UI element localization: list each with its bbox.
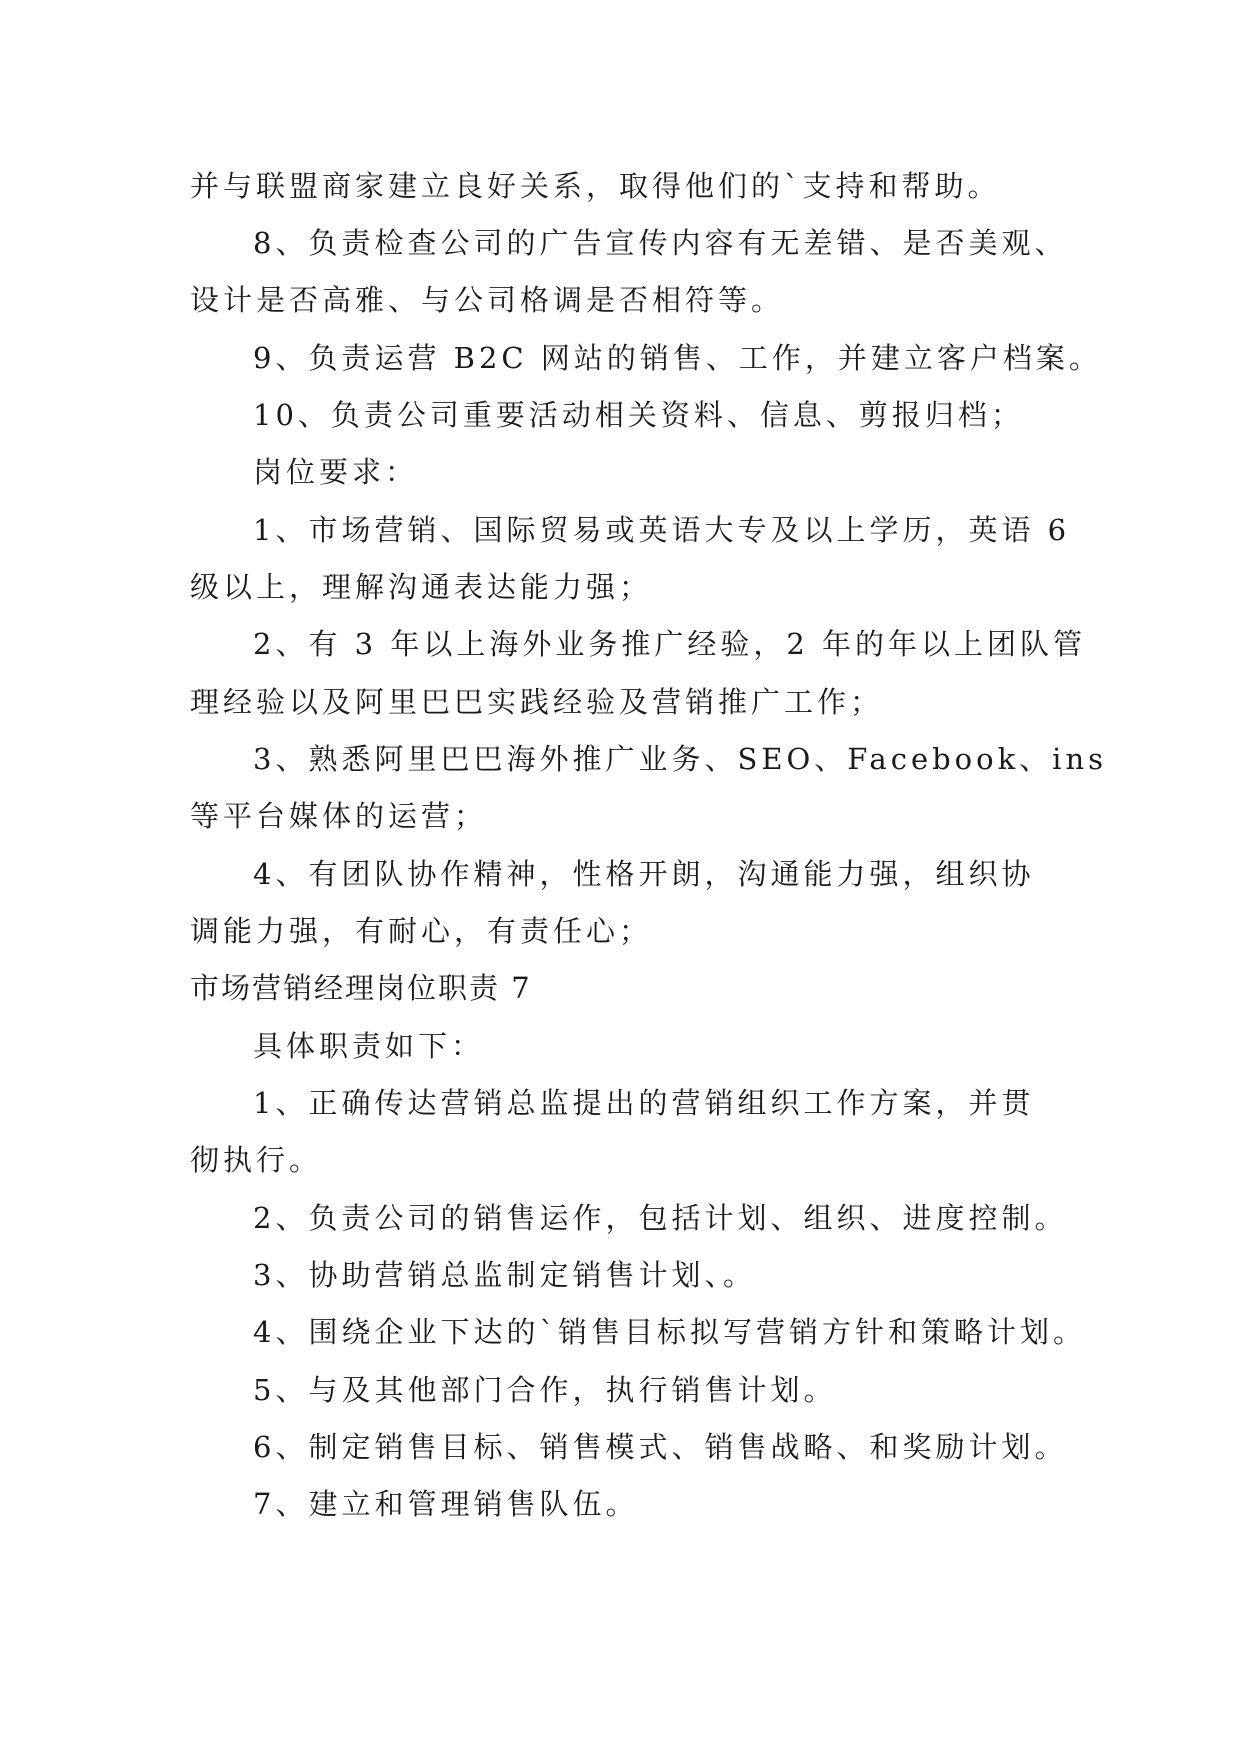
paragraph-line: 10、负责公司重要活动相关资料、信息、剪报归档； bbox=[253, 398, 1024, 432]
section-heading: 具体职责如下： bbox=[253, 1029, 485, 1063]
paragraph-line: 7、建立和管理销售队伍。 bbox=[253, 1487, 639, 1521]
paragraph-line: 1、正确传达营销总监提出的营销组织工作方案，并贯 bbox=[253, 1086, 1035, 1120]
document-heading: 市场营销经理岗位职责 7 bbox=[190, 971, 532, 1005]
paragraph-line: 2、有 3 年以上海外业务推广经验，2 年的年以上团队管 bbox=[253, 627, 1087, 661]
paragraph-line: 6、制定销售目标、销售模式、销售战略、和奖励计划。 bbox=[253, 1430, 1068, 1464]
paragraph-line: 并与联盟商家建立良好关系，取得他们的`支持和帮助。 bbox=[190, 169, 1001, 203]
paragraph-line: 5、与及其他部门合作，执行销售计划。 bbox=[253, 1373, 837, 1407]
paragraph-line: 调能力强，有耐心，有责任心； bbox=[190, 914, 653, 948]
paragraph-line: 设计是否高雅、与公司格调是否相符等。 bbox=[190, 283, 785, 317]
paragraph-line: 9、负责运营 B2C 网站的销售、工作，并建立客户档案。 bbox=[253, 341, 1102, 375]
paragraph-line: 理经验以及阿里巴巴实践经验及营销推广工作； bbox=[190, 685, 884, 719]
paragraph-line: 8、负责检查公司的广告宣传内容有无差错、是否美观、 bbox=[253, 226, 1068, 260]
paragraph-line: 1、市场营销、国际贸易或英语大专及以上学历，英语 6 bbox=[253, 513, 1071, 547]
section-heading: 岗位要求： bbox=[253, 455, 419, 489]
paragraph-line: 4、有团队协作精神，性格开朗，沟通能力强，组织协 bbox=[253, 857, 1035, 891]
paragraph-line: 级以上，理解沟通表达能力强； bbox=[190, 570, 653, 604]
paragraph-line: 等平台媒体的运营； bbox=[190, 799, 488, 833]
paragraph-line: 2、负责公司的销售运作，包括计划、组织、进度控制。 bbox=[253, 1201, 1068, 1235]
paragraph-line: 3、协助营销总监制定销售计划、。 bbox=[253, 1258, 756, 1292]
paragraph-line: 彻执行。 bbox=[190, 1143, 323, 1177]
paragraph-line: 4、围绕企业下达的`销售目标拟写营销方针和策略计划。 bbox=[253, 1315, 1086, 1349]
paragraph-line: 3、熟悉阿里巴巴海外推广业务、SEO、Facebook、ins bbox=[253, 742, 1107, 776]
